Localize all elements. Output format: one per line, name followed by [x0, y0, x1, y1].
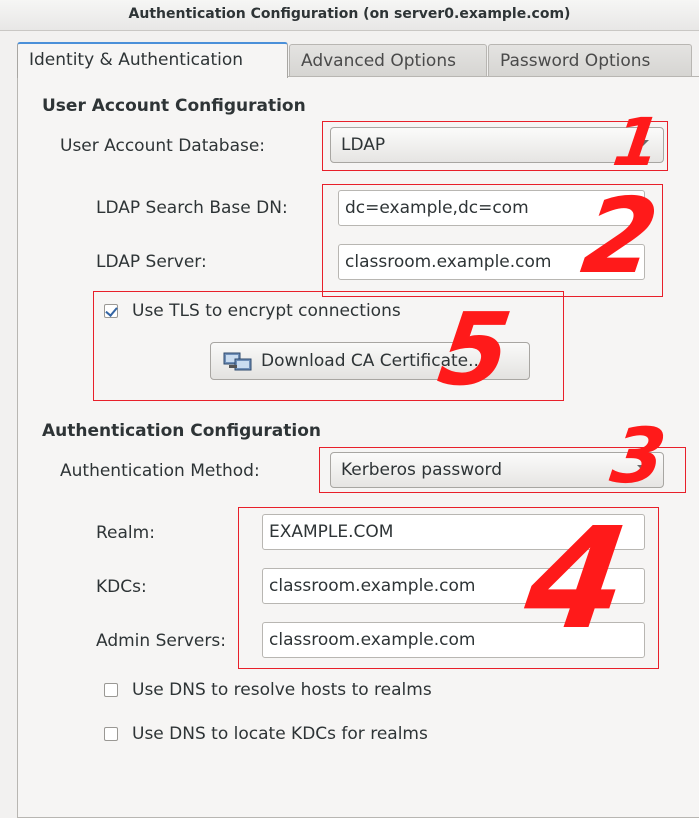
auth-heading: Authentication Configuration [42, 421, 321, 441]
tab-identity-authentication[interactable]: Identity & Authentication [17, 42, 288, 78]
kdcs-input[interactable]: classroom.example.com [262, 568, 645, 604]
tab-password-options[interactable]: Password Options [488, 44, 692, 76]
annotation-number-3: 3 [605, 411, 672, 500]
admin-servers-input[interactable]: classroom.example.com [262, 622, 645, 658]
tls-label: Use TLS to encrypt connections [132, 301, 401, 321]
annotation-number-5: 5 [431, 291, 518, 408]
ldap-basedn-input[interactable]: dc=example,dc=com [338, 190, 645, 226]
auth-method-label: Authentication Method: [60, 461, 260, 481]
dns-kdcs-label: Use DNS to locate KDCs for realms [132, 724, 428, 744]
dns-hosts-label: Use DNS to resolve hosts to realms [132, 680, 432, 700]
tab-advanced-options[interactable]: Advanced Options [289, 44, 487, 76]
kdcs-label: KDCs: [96, 577, 147, 597]
annotation-number-2: 2 [575, 175, 665, 297]
ldap-server-input[interactable]: classroom.example.com [338, 244, 645, 280]
user-account-db-label: User Account Database: [60, 136, 266, 156]
annotation-number-4: 4 [516, 498, 637, 661]
window-titlebar [0, 0, 699, 31]
auth-method-value: Kerberos password [341, 460, 502, 480]
realm-label: Realm: [96, 523, 155, 543]
window-title: Authentication Configuration (on server0.example.com) [128, 6, 571, 22]
annotation-number-1: 1 [608, 104, 666, 181]
ldap-basedn-label: LDAP Search Base DN: [96, 198, 288, 218]
realm-input[interactable]: EXAMPLE.COM [262, 514, 645, 550]
user-account-db-value: LDAP [341, 135, 386, 155]
user-account-heading: User Account Configuration [42, 96, 306, 116]
download-ca-certificate-label: Download CA Certificate... [261, 351, 485, 371]
ldap-server-label: LDAP Server: [96, 252, 207, 272]
dns-kdcs-checkbox[interactable] [104, 727, 118, 741]
admin-servers-label: Admin Servers: [96, 631, 226, 651]
dns-hosts-checkbox[interactable] [104, 683, 118, 697]
